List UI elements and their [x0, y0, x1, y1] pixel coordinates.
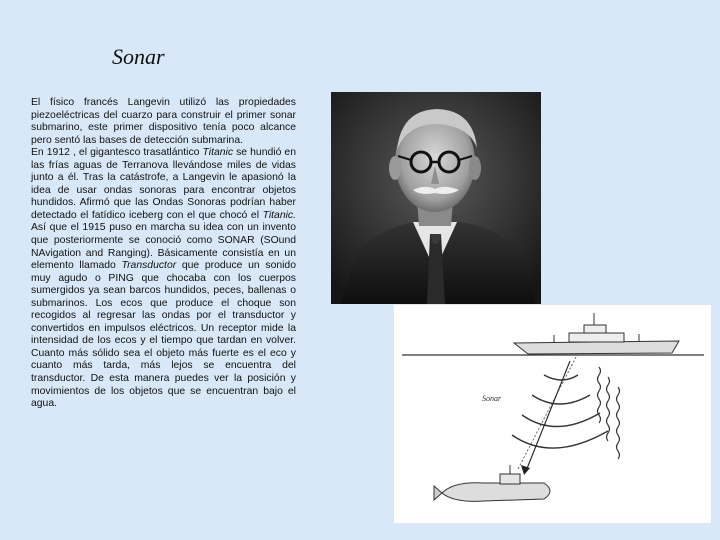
- ship-icon: [514, 313, 679, 354]
- text-segment-italic: Titanic: [202, 147, 234, 159]
- paragraph-1: [31, 97, 296, 147]
- text-segment-italic: Transductor: [121, 260, 177, 272]
- text-segment: Así que el 1915 puso en marcha su idea con un invento que posteriormente se conoció como SONAR (SOund NAvigation and Ranging). Básicamente consistía en un elemento llamado: [31, 222, 296, 272]
- text-segment: El físico francés Langevin utilizó las propiedades piezoeléctricas del cuarzo para construir el primer sonar submarino, este primer dispositivo tenía poco alcance pero sentó las bases de detección submarina.: [31, 97, 296, 146]
- echo-waves: [598, 367, 620, 459]
- body-text: [31, 97, 296, 411]
- submarine-icon: [434, 465, 550, 501]
- slide-title: Sonar: [112, 44, 165, 69]
- langevin-portrait: [331, 92, 541, 304]
- text-segment-italic: Titanic.: [262, 209, 296, 221]
- text-segment: que produce un sonido muy agudo o PING que chocaba con los cuerpos sumergidos ya sean barcos hundidos, peces, ballenas o submarinos. Los ecos que produce el choque son recogidos al regresar las ondas por el transductor y convertidos en impulsos eléctricos. Un receptor mide la intensidad de los ecos y el tiempo que tardan en volver. Cuanto más sólido sea el objeto más fuerte es el eco y cuanto más tarda, más lejos se encuentra del transductor. De esta manera puedes ver la posición y movimientos de los objetos que se encuentran bajo el agua.: [31, 260, 296, 410]
- paragraph-2: [31, 147, 296, 410]
- sonar-diagram: [393, 304, 712, 524]
- diagram-label: Sonar: [482, 394, 502, 403]
- text-segment: se hundió en las frías aguas de Terranova llevándose miles de vidas junto a él. Tras la catástrofe, a Langevin le apasionó la idea de usar ondas sonoras para encontrar objetos hundidos. Afirmó que las Ondas Sonoras podrían haber detectado el fatídico iceberg con el que chocó el: [31, 147, 296, 221]
- portrait-image: [331, 92, 541, 304]
- text-segment: En 1912 , el gigantesco trasatlántico: [31, 147, 203, 159]
- sonar-diagram-drawing: [394, 305, 711, 523]
